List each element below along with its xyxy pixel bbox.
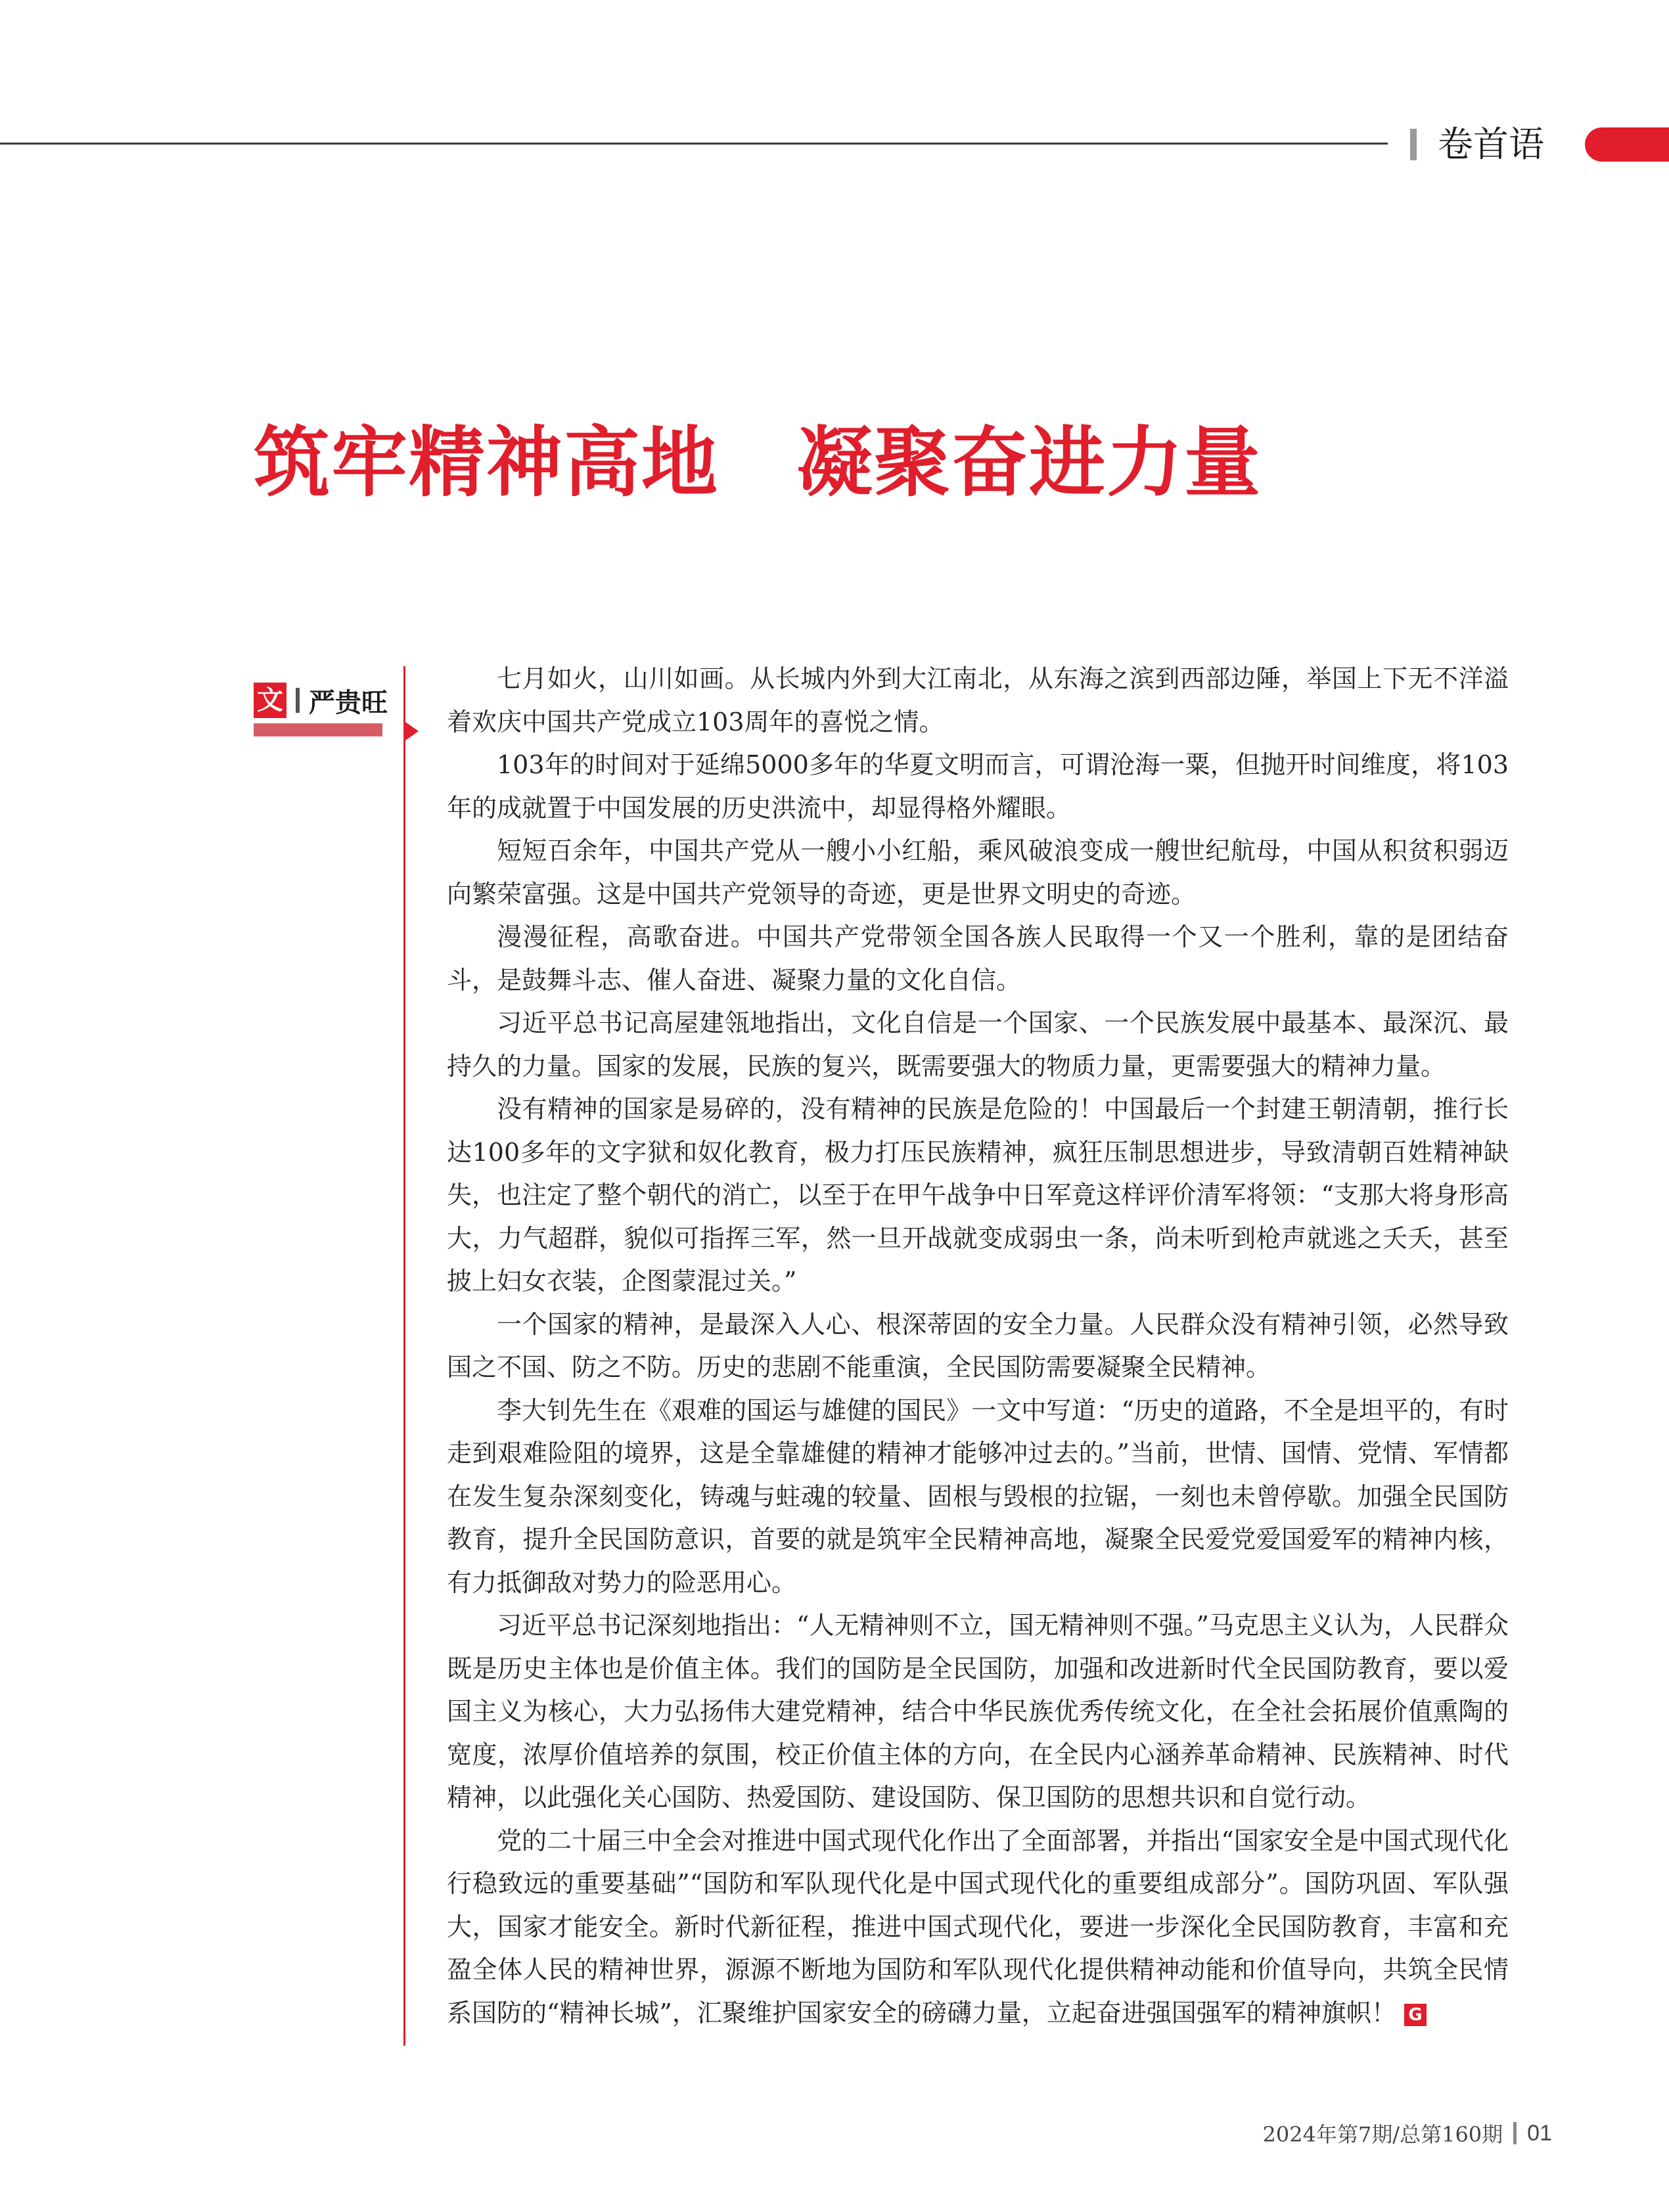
paragraph: 习近平总书记深刻地指出：“人无精神则不立，国无精神则不强。”马克思主义认为，人民群众既是历史主体也是价值主体。我们的国防是全民国防，加强和改进新时代全民国防教育，要以爱国主义为核心，大力弘扬伟大建党精神，结合中华民族优秀传统文化，在全社会拓展价值熏陶的宽度，浓厚价值培养的氛围，校正价值主体的方向，在全民内心涵养革命精神、民族精神、时代精神，以此强化关心国防、热爱国防、建设国防、保卫国防的思想共识和自觉行动。 [447, 1611, 1509, 1812]
paragraph-last [447, 1820, 1509, 2035]
page-footer [1263, 2118, 1553, 2148]
article-title: 筑牢精神高地 凝聚奋进力量 [254, 418, 1262, 507]
byline-separator [296, 688, 300, 713]
paragraph: 漫漫征程，高歌奋进。中国共产党带领全国各族人民取得一个又一个胜利，靠的是团结奋斗，是鼓舞斗志、催人奋进、凝聚力量的文化自信。 [447, 922, 1509, 995]
page-number: 01 [1527, 2120, 1552, 2146]
paragraph-text: 党的二十届三中全会对推进中国式现代化作出了全面部署，并指出“国家安全是中国式现代化行稳致远的重要基础”“国防和军队现代化是中国式现代化的重要组成部分”。国防巩固、军队强大，国家才能安全。新时代新征程，推进中国式现代化，要进一步深化全民国防教育，丰富和充盈全体人民的精神世界，源源不断地为国防和军队现代化提供精神动能和价值导向，共筑全民情系国防的“精神长城”，汇聚维护国家安全的磅礴力量，立起奋进强国强军的精神旗帜！ [447, 1826, 1509, 2027]
header-rule [0, 143, 1388, 145]
pointer-triangle-icon [405, 722, 419, 740]
paragraph: 没有精神的国家是易碎的，没有精神的民族是危险的！中国最后一个封建王朝清朝，推行长达100多年的文字狱和奴化教育，极力打压民族精神，疯狂压制思想进步，导致清朝百姓精神缺失，也注定了整个朝代的消亡，以至于在甲午战争中日军竟这样评价清军将领：“支那大将身形高大，力气超群，貌似可指挥三军，然一旦开战就变成弱虫一条，尚未听到枪声就逃之夭夭，甚至披上妇女衣装，企图蒙混过关。” [447, 1095, 1509, 1296]
paragraph: 一个国家的精神，是最深入人心、根深蒂固的安全力量。人民群众没有精神引领，必然导致国之不国、防之不防。历史的悲剧不能重演，全民国防需要凝聚全民精神。 [447, 1309, 1509, 1382]
byline [254, 681, 388, 720]
section-tab-marker [1585, 127, 1669, 162]
section-divider [1410, 129, 1417, 160]
paragraph: 七月如火，山川如画。从长城内外到大江南北，从东海之滨到西部边陲，举国上下无不洋溢着欢庆中国共产党成立103周年的喜悦之情。 [447, 664, 1509, 736]
end-mark-icon: G [1404, 2004, 1427, 2026]
column-rule [403, 666, 405, 2046]
section-label: 卷首语 [1438, 125, 1544, 164]
byline-tag: 文 [254, 683, 286, 718]
author-name: 严贵旺 [309, 687, 388, 718]
article-body [447, 658, 1509, 2035]
issue-info: 2024年第7期/总第160期 [1262, 2122, 1503, 2147]
footer-separator [1513, 2122, 1517, 2144]
paragraph: 短短百余年，中国共产党从一艘小小红船，乘风破浪变成一艘世纪航母，中国从积贫积弱迈向繁荣富强。这是中国共产党领导的奇迹，更是世界文明史的奇迹。 [447, 836, 1509, 909]
paragraph: 习近平总书记高屋建瓴地指出，文化自信是一个国家、一个民族发展中最基本、最深沉、最持久的力量。国家的发展，民族的复兴，既需要强大的物质力量，更需要强大的精神力量。 [447, 1008, 1509, 1081]
byline-underline [254, 723, 382, 736]
paragraph: 103年的时间对于延绵5000多年的华夏文明而言，可谓沧海一粟，但抛开时间维度，将103年的成就置于中国发展的历史洪流中，却显得格外耀眼。 [447, 750, 1509, 823]
paragraph: 李大钊先生在《艰难的国运与雄健的国民》一文中写道：“历史的道路，不全是坦平的，有时走到艰难险阻的境界，这是全靠雄健的精神才能够冲过去的。”当前，世情、国情、党情、军情都在发生复杂深刻变化，铸魂与蛀魂的较量、固根与毁根的拉锯，一刻也未曾停歇。加强全民国防教育，提升全民国防意识，首要的就是筑牢全民精神高地，凝聚全民爱党爱国爱军的精神内核，有力抵御敌对势力的险恶用心。 [447, 1395, 1509, 1597]
